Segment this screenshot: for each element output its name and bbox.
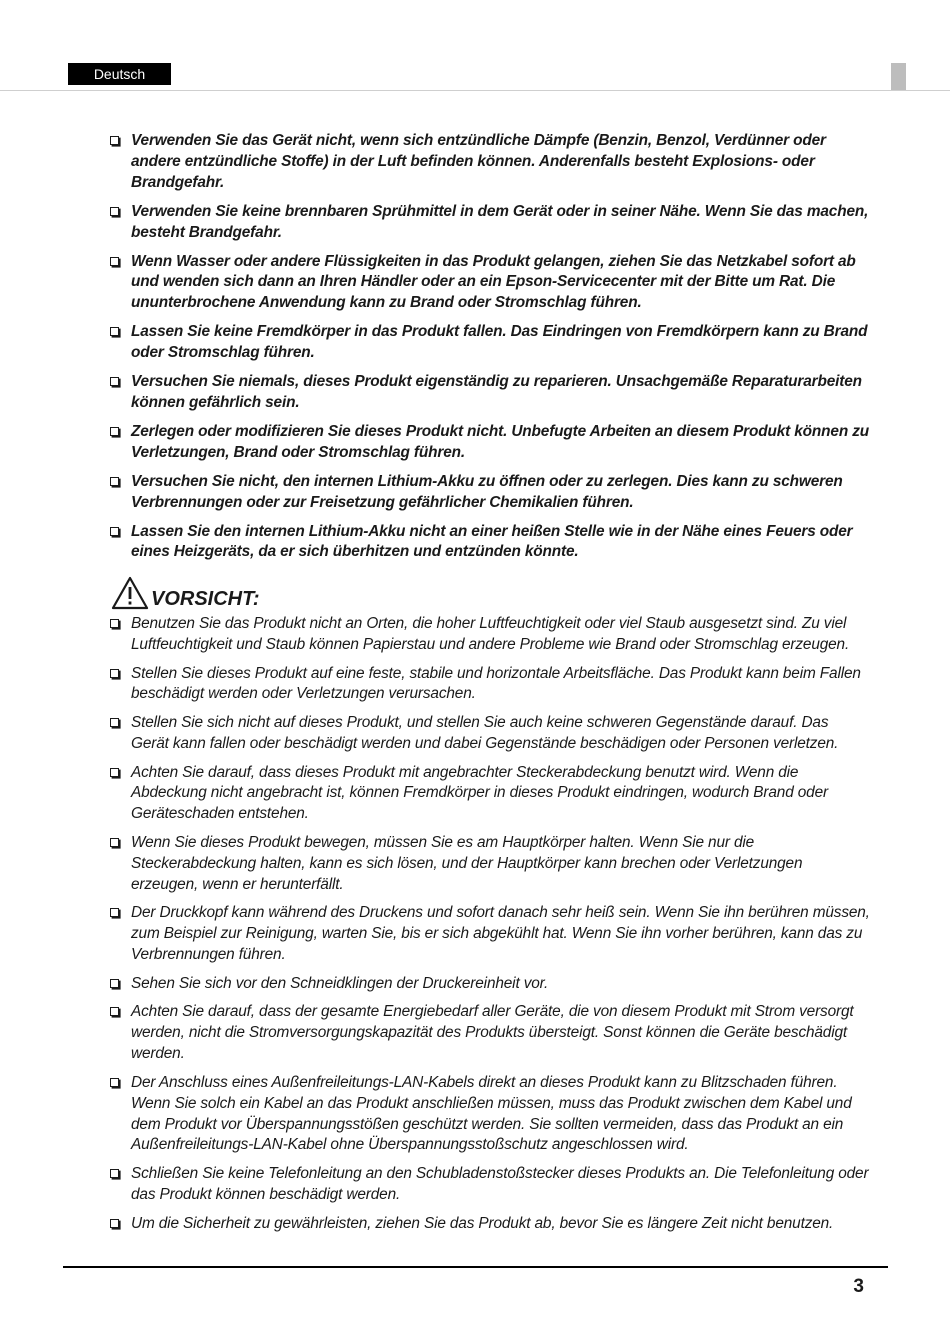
caution-item: Achten Sie darauf, dass dieses Produkt mit angebrachter Steckerabdeckung benutzt wird. Wenn die Abdeckung nicht angebracht ist, können Fremdkörper in dieses Produkt eindringen, wodurch Brand oder Geräteschaden entstehen. xyxy=(110,763,870,826)
caution-item: Um die Sicherheit zu gewährleisten, ziehen Sie das Produkt ab, bevor Sie es längere Zeit nicht benutzen. xyxy=(110,1214,870,1235)
checkbox-bullet-icon xyxy=(110,979,119,988)
checkbox-bullet-icon xyxy=(110,477,119,486)
warning-item: Verwenden Sie das Gerät nicht, wenn sich entzündliche Dämpfe (Benzin, Benzol, Verdünner oder andere entzündliche Stoffe) in der Luft befinden können. Anderenfalls besteht Explosions- oder Brandgefahr. xyxy=(110,131,870,194)
caution-item: Sehen Sie sich vor den Schneidklingen der Druckereinheit vor. xyxy=(110,974,870,995)
checkbox-bullet-icon xyxy=(110,377,119,386)
checkbox-bullet-icon xyxy=(110,619,119,628)
checkbox-bullet-icon xyxy=(110,1078,119,1087)
page-number: 3 xyxy=(853,1276,864,1297)
checkbox-bullet-icon xyxy=(110,327,119,336)
language-tab: Deutsch xyxy=(68,63,171,85)
caution-heading xyxy=(111,574,260,610)
checkbox-bullet-icon xyxy=(110,257,119,266)
caution-list xyxy=(110,614,870,1242)
thumb-index-tab xyxy=(891,63,906,90)
footer-rule xyxy=(63,1266,888,1268)
caution-item: Stellen Sie sich nicht auf dieses Produkt, und stellen Sie auch keine schweren Gegenstände darauf. Das Gerät kann fallen oder beschädigt werden und dabei Gegenstände beschädigen oder Personen verletzen. xyxy=(110,713,870,755)
header-rule xyxy=(0,90,950,91)
caution-item: Der Druckkopf kann während des Druckens und sofort danach sehr heiß sein. Wenn Sie ihn berühren müssen, zum Beispiel zur Reinigung, warten Sie, bis er sich abgekühlt hat. Wenn Sie ihn vorher berühren, kann das zu Verbrennungen führen. xyxy=(110,903,870,966)
checkbox-bullet-icon xyxy=(110,669,119,678)
caution-item: Benutzen Sie das Produkt nicht an Orten, die hoher Luftfeuchtigkeit oder viel Staub ausgesetzt sind. Zu viel Luftfeuchtigkeit und Staub können Papierstau und andere Probleme wie Brand oder Stromschlag erzeugen. xyxy=(110,614,870,656)
checkbox-bullet-icon xyxy=(110,427,119,436)
caution-title: VORSICHT: xyxy=(151,588,260,610)
warning-item: Versuchen Sie nicht, den internen Lithium-Akku zu öffnen oder zu zerlegen. Dies kann zu schweren Verbrennungen oder zur Freisetzung gefährlicher Chemikalien führen. xyxy=(110,472,870,514)
caution-item: Der Anschluss eines Außenfreileitungs-LAN-Kabels direkt an dieses Produkt kann zu Blitzschaden führen. Wenn Sie solch ein Kabel an das Produkt anschließen müssen, muss das Produkt zwischen dem Kabel und dem Produkt vor Überspannungsstößen geschützt werden. Sie sollten vermeiden, dass das Produkt an ein Außenfreileitungs-LAN-Kabel ohne Überspannungsstoßschutz angeschlossen wird. xyxy=(110,1073,870,1157)
checkbox-bullet-icon xyxy=(110,1007,119,1016)
checkbox-bullet-icon xyxy=(110,136,119,145)
caution-item: Achten Sie darauf, dass der gesamte Energiebedarf aller Geräte, die von diesem Produkt mit Strom versorgt werden, nicht die Stromversorgungskapazität des Produkts übersteigt. Sonst können die Geräte beschädigt werden. xyxy=(110,1002,870,1065)
warning-item: Verwenden Sie keine brennbaren Sprühmittel in dem Gerät oder in seiner Nähe. Wenn Sie das machen, besteht Brandgefahr. xyxy=(110,202,870,244)
checkbox-bullet-icon xyxy=(110,768,119,777)
warning-list xyxy=(110,131,870,571)
checkbox-bullet-icon xyxy=(110,838,119,847)
checkbox-bullet-icon xyxy=(110,207,119,216)
caution-item: Schließen Sie keine Telefonleitung an den Schubladenstoßstecker dieses Produkts an. Die Telefonleitung oder das Produkt können beschädigt werden. xyxy=(110,1164,870,1206)
caution-item: Stellen Sie dieses Produkt auf eine feste, stabile und horizontale Arbeitsfläche. Das Produkt kann beim Fallen beschädigt werden oder Verletzungen verursachen. xyxy=(110,664,870,706)
checkbox-bullet-icon xyxy=(110,527,119,536)
warning-triangle-icon xyxy=(111,576,149,610)
warning-item: Wenn Wasser oder andere Flüssigkeiten in das Produkt gelangen, ziehen Sie das Netzkabel sofort ab und wenden sich dann an Ihren Händler oder an ein Epson-Servicecenter mit der Bitte um Rat. Die ununterbrochene Anwendung kann zu Brand oder Stromschlag führen. xyxy=(110,252,870,315)
warning-item: Versuchen Sie niemals, dieses Produkt eigenständig zu reparieren. Unsachgemäße Reparaturarbeiten können gefährlich sein. xyxy=(110,372,870,414)
checkbox-bullet-icon xyxy=(110,1219,119,1228)
warning-item: Lassen Sie keine Fremdkörper in das Produkt fallen. Das Eindringen von Fremdkörpern kann zu Brand oder Stromschlag führen. xyxy=(110,322,870,364)
checkbox-bullet-icon xyxy=(110,1169,119,1178)
checkbox-bullet-icon xyxy=(110,718,119,727)
checkbox-bullet-icon xyxy=(110,908,119,917)
caution-item: Wenn Sie dieses Produkt bewegen, müssen Sie es am Hauptkörper halten. Wenn Sie nur die Steckerabdeckung halten, kann es sich lösen, und der Hauptkörper kann brechen oder Verletzungen erzeugen, wenn er herunterfällt. xyxy=(110,833,870,896)
warning-item: Lassen Sie den internen Lithium-Akku nicht an einer heißen Stelle wie in der Nähe eines Feuers oder eines Heizgeräts, da er sich überhitzen und entzünden könnte. xyxy=(110,522,870,564)
warning-item: Zerlegen oder modifizieren Sie dieses Produkt nicht. Unbefugte Arbeiten an diesem Produkt können zu Verletzungen, Brand oder Stromschlag führen. xyxy=(110,422,870,464)
